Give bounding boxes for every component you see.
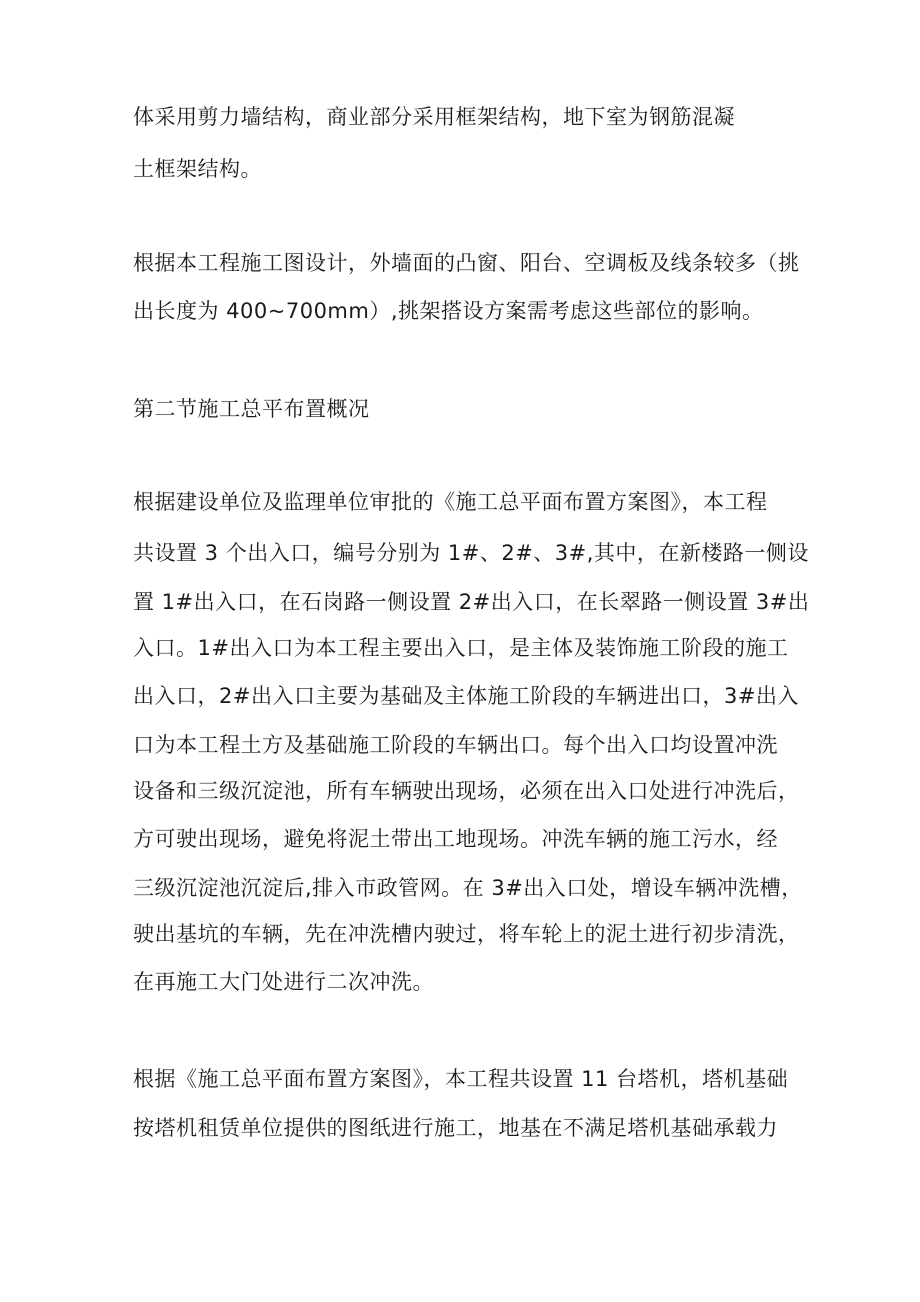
paragraph-4-line-2: 按塔机租赁单位提供的图纸进行施工，地基在不满足塔机基础承载力	[133, 1116, 778, 1140]
paragraph-4-line-1: 根据《施工总平面布置方案图》，本工程共设置 11 台塔机，塔机基础	[133, 1067, 789, 1091]
section-heading: 第二节施工总平布置概况	[133, 397, 370, 421]
paragraph-3-line-3: 置 1#出入口，在石岗路一侧设置 2#出入口，在长翠路一侧设置 3#出	[133, 590, 810, 614]
paragraph-2-line-1: 根据本工程施工图设计，外墙面的凸窗、阳台、空调板及线条较多（挑	[133, 251, 800, 275]
paragraph-3-line-8: 方可驶出现场，避免将泥土带出工地现场。冲洗车辆的施工污水，经	[133, 827, 778, 851]
paragraph-3-line-9: 三级沉淀池沉淀后,排入市政管网。在 3#出入口处，增设车辆冲洗槽，	[133, 876, 803, 900]
paragraph-1-line-1: 体采用剪力墙结构，商业部分采用框架结构，地下室为钢筋混凝	[133, 105, 735, 129]
paragraph-3-line-4: 入口。1#出入口为本工程主要出入口，是主体及装饰施工阶段的施工	[133, 636, 789, 660]
paragraph-3-line-1: 根据建设单位及监理单位审批的《施工总平面布置方案图》，本工程	[133, 490, 768, 514]
paragraph-3-line-7: 设备和三级沉淀池，所有车辆驶出现场，必须在出入口处进行冲洗后，	[133, 779, 800, 803]
paragraph-3-line-11: 在再施工大门处进行二次冲洗。	[133, 970, 434, 994]
paragraph-3-line-10: 驶出基坑的车辆，先在冲洗槽内驶过，将车轮上的泥土进行初步清洗，	[133, 922, 800, 946]
paragraph-3-line-6: 口为本工程土方及基础施工阶段的车辆出口。每个出入口均设置冲洗	[133, 733, 778, 757]
paragraph-3-line-2: 共设置 3 个出入口，编号分别为 1#、2#、3#,其中，在新楼路一侧设	[133, 541, 809, 565]
paragraph-3-line-5: 出入口，2#出入口主要为基础及主体施工阶段的车辆进出口，3#出入	[133, 684, 799, 708]
paragraph-2-line-2: 出长度为 400~700mm）,挑架搭设方案需考虑这些部位的影响。	[133, 299, 764, 323]
paragraph-1-line-2: 土框架结构。	[133, 157, 262, 181]
